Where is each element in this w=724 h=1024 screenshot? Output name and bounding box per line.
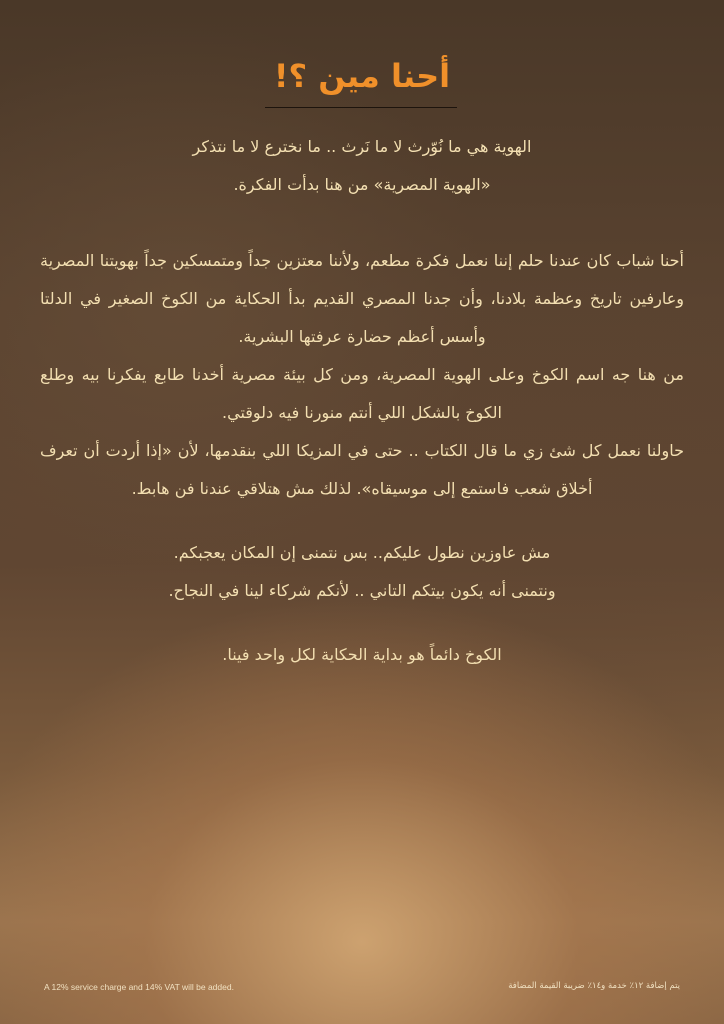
service-charge-note-arabic: يتم إضافة ١٢٪ خدمة و١٤٪ ضريبة القيمة المضافة	[508, 981, 680, 991]
intro-line-2: «الهوية المصرية» من هنا بدأت الفكرة.	[233, 175, 491, 194]
wish-line-2: ونتمنى أنه يكون بيتكم التاني .. لأنكم شركاء لينا في النجاح.	[168, 581, 556, 600]
title-underline	[265, 107, 457, 108]
story-paragraph: أحنا شباب كان عندنا حلم إننا نعمل فكرة مطعم، ولأننا معتزين جداً ومتمسكين جداً بهويتنا المصرية وعارفين تاريخ وعظمة بلادنا، وأن جدنا المصري القديم بدأ الحكاية من الكوخ الصغير في الدلتا وأسس أعظم حضارة عرفتها البشرية.	[40, 251, 684, 346]
about-text	[40, 128, 684, 674]
wish-line-1: مش عاوزين نطول عليكم.. بس نتمنى إن المكان يعجبكم.	[173, 543, 551, 562]
name-paragraph: من هنا جه اسم الكوخ وعلى الهوية المصرية، ومن كل بيئة مصرية أخدنا طابع يفكرنا بيه وطلع الكوخ بالشكل اللي أنتم منورنا فيه دلوقتي.	[40, 365, 684, 422]
spacer	[40, 508, 684, 534]
spacer	[40, 610, 684, 636]
service-charge-note-english: A 12% service charge and 14% VAT will be added.	[44, 982, 234, 992]
music-paragraph: حاولنا نعمل كل شئ زي ما قال الكتاب .. حتى في المزيكا اللي بنقدمها، لأن «إذا أردت أن تعرف أخلاق شعب فاستمع إلى موسيقاه». لذلك مش هتلاقي عندنا فن هابط.	[40, 441, 684, 498]
intro-line-1: الهوية هي ما نُوّرث لا ما نَرث .. ما نخترع لا ما نتذكر	[192, 137, 532, 156]
spacer	[40, 204, 684, 242]
page-title: أحنا مين ؟!	[273, 57, 451, 95]
closing-line: الكوخ دائماً هو بداية الحكاية لكل واحد فينا.	[222, 645, 502, 664]
